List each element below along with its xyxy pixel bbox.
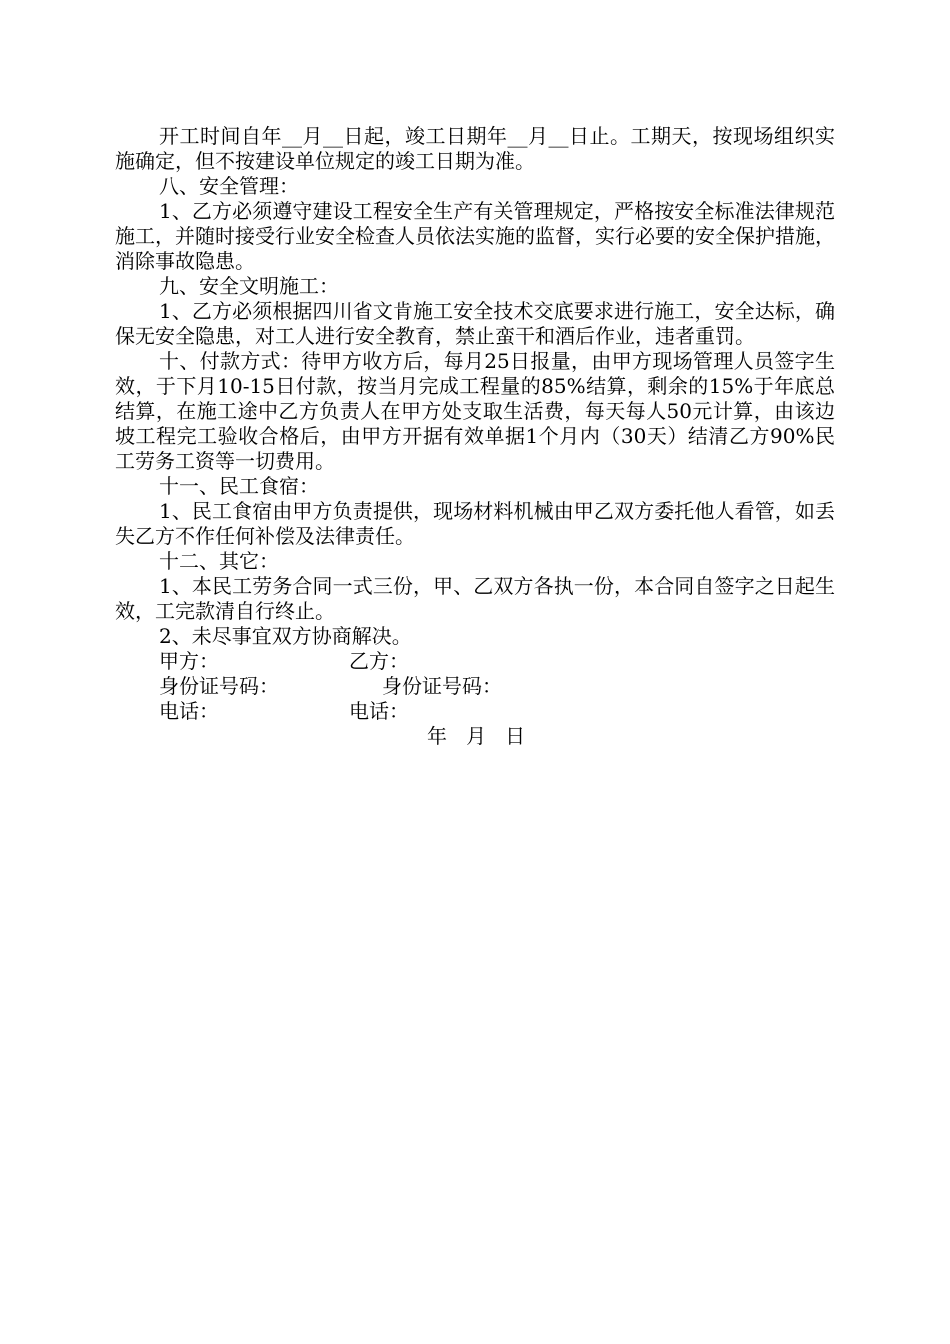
signing-date-line: 年 月 日	[427, 724, 526, 748]
paragraph-civilized-construction-1: 1、乙方必须根据四川省文肯施工安全技术交底要求进行施工，安全达标，确保无安全隐患，对工人进行安全教育，禁止蛮干和酒后作业，违者重罚。	[115, 299, 835, 348]
paragraph-schedule: 开工时间自年__月__日起，竣工日期年__月__日止。工期天，按现场组织实施确定，但不按建设单位规定的竣工日期为准。	[115, 124, 835, 173]
signature-id-row	[115, 674, 835, 699]
party-a-label: 甲方：	[159, 649, 219, 673]
section-heading-safety-management: 八、安全管理：	[159, 174, 299, 198]
party-b-label: 乙方：	[349, 649, 409, 673]
signature-phone-row	[115, 699, 835, 724]
section-heading-other: 十二、其它：	[159, 549, 279, 573]
section-heading-worker-lodging: 十一、民工食宿：	[159, 474, 319, 498]
party-a-id-label: 身份证号码：	[159, 674, 279, 698]
paragraph-safety-management-1: 1、乙方必须遵守建设工程安全生产有关管理规定，严格按安全标准法律规范施工，并随时接受行业安全检查人员依法实施的监督，实行必要的安全保护措施，消除事故隐患。	[115, 199, 835, 273]
paragraph-payment-method: 十、付款方式：待甲方收方后，每月25日报量，由甲方现场管理人员签字生效，于下月10-15日付款，按当月完成工程量的85%结算，剩余的15%于年底总结算，在施工途中乙方负责人在甲方处支取生活费，每天每人50元计算，由该边坡工程完工验收合格后，由甲方开据有效单据1个月内（30天）结清乙方90%民工劳务工资等一切费用。	[115, 349, 835, 473]
section-heading-civilized-construction: 九、安全文明施工：	[159, 274, 339, 298]
party-a-phone-label: 电话：	[159, 699, 219, 723]
paragraph-worker-lodging-1: 1、民工食宿由甲方负责提供，现场材料机械由甲乙双方委托他人看管，如丢失乙方不作任何补偿及法律责任。	[115, 499, 835, 548]
party-b-phone-label: 电话：	[349, 699, 409, 723]
paragraph-other-2: 2、未尽事宜双方协商解决。	[159, 624, 412, 648]
paragraph-other-1: 1、本民工劳务合同一式三份，甲、乙双方各执一份，本合同自签字之日起生效，工完款清自行终止。	[115, 574, 835, 623]
party-b-id-label: 身份证号码：	[382, 674, 502, 698]
signature-party-row	[115, 649, 835, 674]
document-body	[115, 124, 835, 749]
